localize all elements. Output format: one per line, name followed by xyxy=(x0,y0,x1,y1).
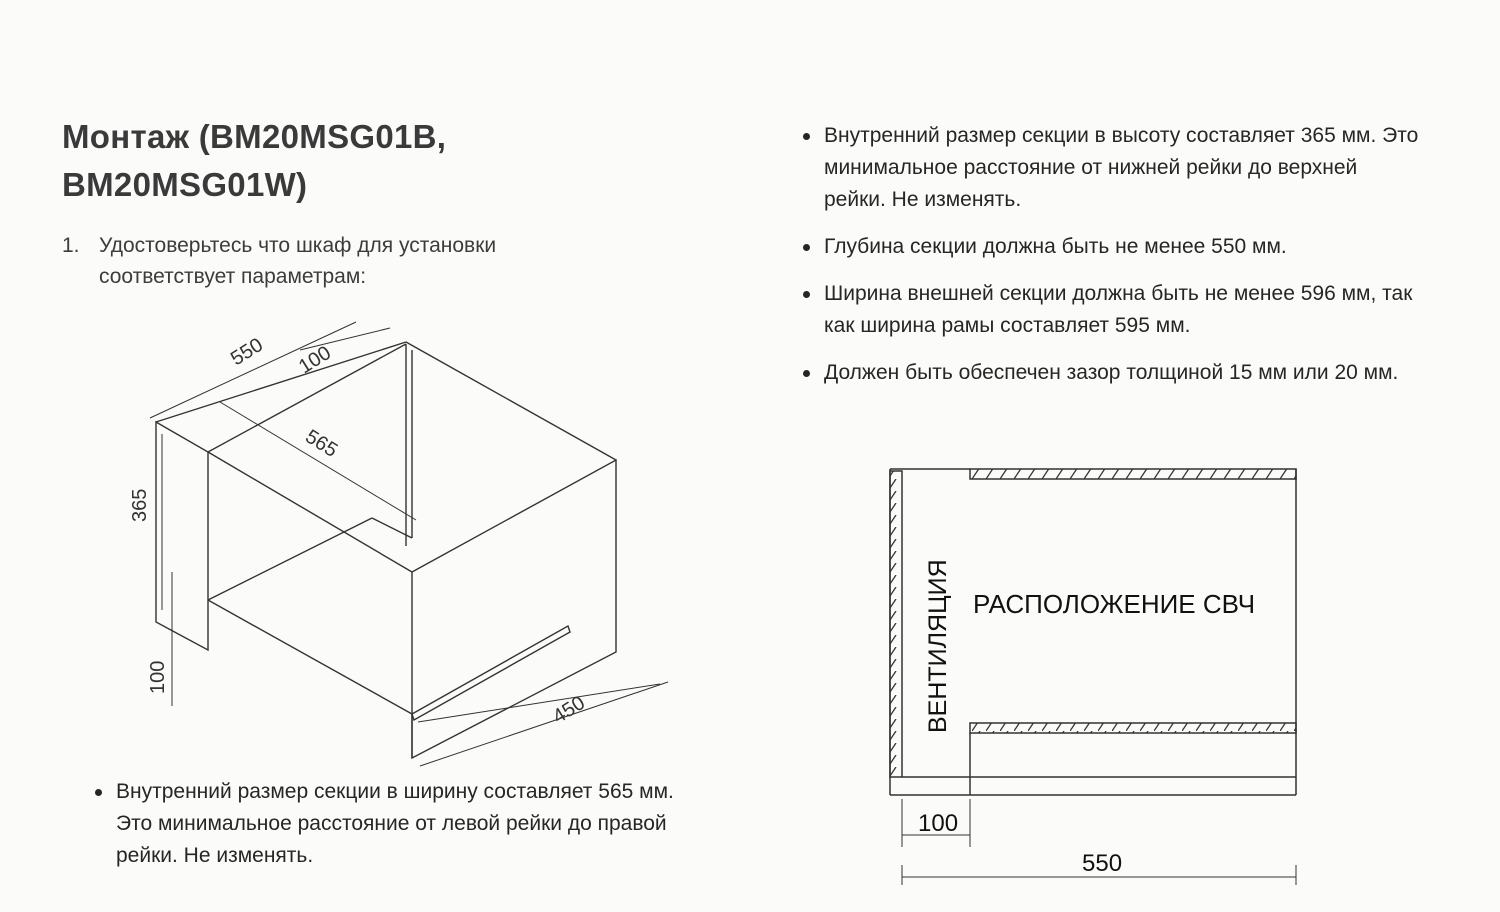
cabinet-dimension-diagram xyxy=(120,310,680,770)
requirement-depth: Глубина секции должна быть не менее 550 мм. xyxy=(800,231,1420,263)
step-1 xyxy=(62,230,622,292)
dim-depth-550: 550 xyxy=(226,333,267,371)
requirement-outer-width: Ширина внешней секции должна быть не менее 596 мм, так как ширина рамы составляет 595 мм. xyxy=(800,278,1420,342)
dim-top-gap-100: 100 xyxy=(294,341,335,379)
top-shelf-hatch xyxy=(970,469,1296,479)
requirement-gap: Должен быть обеспечен зазор толщиной 15 мм или 20 мм. xyxy=(800,357,1420,389)
requirement-inner-width: Внутренний размер секции в ширину составляет 565 мм. Это минимальное расстояние от левой рейки до правой рейки. Не изменять. xyxy=(92,776,692,872)
title-line-2: BM20MSG01W) xyxy=(62,166,308,203)
section-title xyxy=(62,113,446,209)
dim-inner-width-565: 565 xyxy=(301,425,342,462)
dim-gap-100: 100 xyxy=(918,810,959,837)
dim-depth-550: 550 xyxy=(1082,850,1123,877)
requirement-height: Внутренний размер секции в высоту составляет 365 мм. Это минимальное расстояние от нижней рейки до верхней рейки. Не изменять. xyxy=(800,120,1420,216)
width-requirement-list xyxy=(92,776,692,872)
step-number: 1. xyxy=(62,234,80,257)
title-line-1: Монтаж (BM20MSG01B, xyxy=(62,118,447,155)
lower-shelf-hatch xyxy=(970,723,1296,733)
dim-height-365: 365 xyxy=(129,488,151,522)
requirements-list xyxy=(800,120,1420,404)
dim-bottom-100: 100 xyxy=(147,660,169,694)
ventilation-label: ВЕНТИЛЯЦИЯ xyxy=(924,559,952,733)
cabinet-right-panel xyxy=(412,460,616,758)
left-wall-hatch xyxy=(890,471,902,777)
cabinet-bottom-rail xyxy=(412,626,570,720)
placement-diagram xyxy=(860,455,1320,885)
placement-label: РАСПОЛОЖЕНИЕ СВЧ xyxy=(973,589,1256,619)
step-text: Удостоверьтесь что шкаф для установки соответствует параметрам: xyxy=(99,234,497,288)
dim-bottom-depth-450: 450 xyxy=(548,691,589,729)
cabinet-left-panel xyxy=(156,422,208,650)
